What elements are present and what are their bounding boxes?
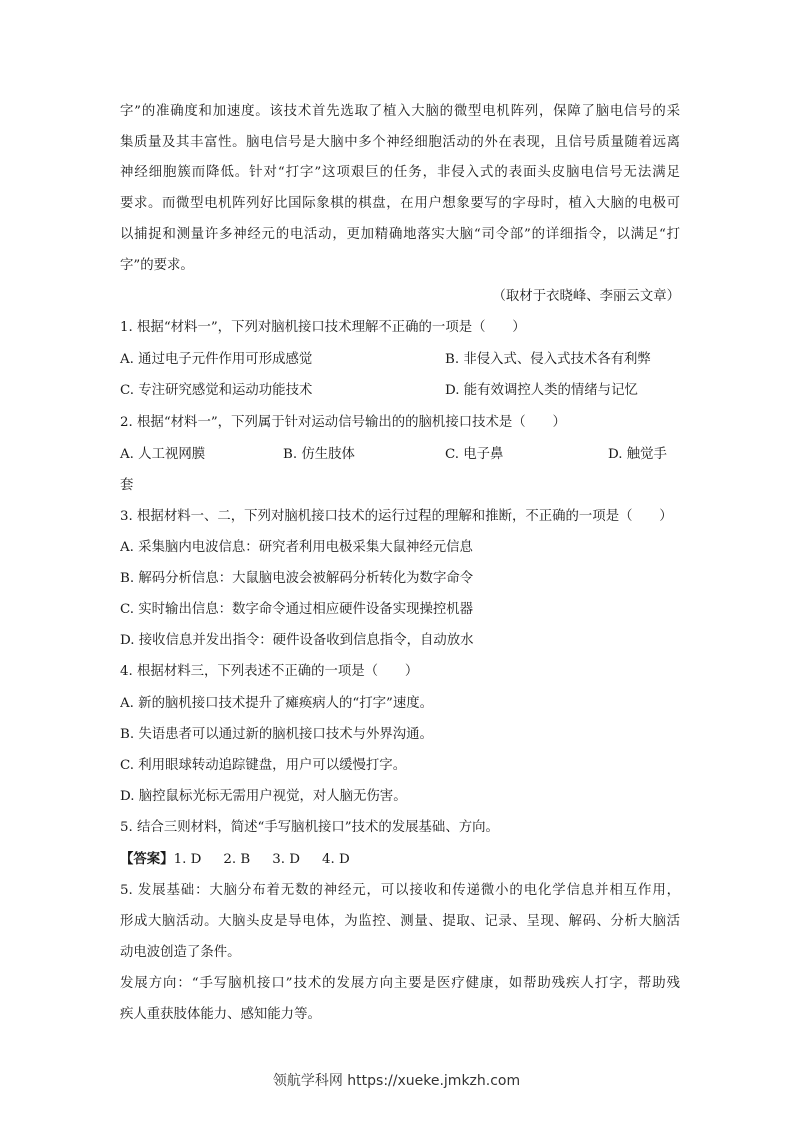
q3-option-a: A. 采集脑内电波信息：研究者利用电极采集大鼠神经元信息: [120, 540, 473, 555]
footer-watermark: 领航学科网 https://xueke.jmkzh.com: [272, 1073, 521, 1089]
q3-option-c: C. 实时输出信息：数字命令通过相应硬件设备实现操控机器: [120, 602, 474, 617]
emphasis-char: 确: [297, 664, 312, 679]
emphasis-char: 正: [538, 509, 553, 524]
q2-option-a: A. 人工视网膜: [120, 447, 206, 462]
passage-line: 神经细胞簇而降低。针对“打字”这项艰巨的任务，非侵入式的表面头皮脑电信号无法满足: [120, 165, 680, 180]
q2-option-d-wrap: 套: [120, 478, 134, 493]
q1-option-a: A. 通过电子元件作用可形成感觉: [120, 352, 313, 367]
question-5-stem: 5. 结合三则材料，简述“手写脑机接口”技术的发展基础、方向。: [120, 820, 499, 835]
q1-option-c: C. 专注研究感觉和运动功能技术: [120, 383, 313, 398]
q4-option-d: D. 脑控鼠标光标无需用户视觉，对人脑无伤害。: [120, 789, 407, 804]
question-1-stem: 1. 根据“材料一”，下列对脑机接口技术理解不正确的一项是（ ）: [120, 320, 526, 335]
q4-option-b: B. 失语患者可以通过新的脑机接口技术与外界沟通。: [120, 727, 433, 742]
q1-option-d: D. 能有效调控人类的情绪与记忆: [445, 383, 638, 398]
q3-option-d: D. 接收信息并发出指令：硬件设备收到信息指令，自动放水: [120, 633, 474, 648]
emphasis-char: 不: [525, 509, 539, 524]
answer-basis-line: 形成大脑活动。大脑头皮是导电体，为监控、测量、提取、记录、呈现、解码、分析大脑活: [120, 914, 680, 929]
answer-basis-line: 5. 发展基础：大脑分布着无数的神经元，可以接收和传递微小的电化学信息并相互作用，: [120, 883, 680, 898]
q4-option-a: A. 新的脑机接口技术提升了瘫痪病人的“打字”速度。: [120, 696, 434, 711]
question-2-stem: 2. 根据“材料一”，下列属于针对运动信号输出的的脑机接口技术是（ ）: [120, 415, 566, 430]
passage-line: 集质量及其丰富性。脑电信号是大脑中多个神经细胞活动的外在表现，且信号质量随着远离: [120, 135, 680, 150]
passage-line: 以捕捉和测量许多神经元的电活动，更加精确地落实大脑“司令部”的详细指令，以满足“打: [120, 227, 680, 242]
q2-option-c: C. 电子鼻: [445, 447, 504, 462]
passage-line: 字”的准确度和加速度。该技术首先选取了植入大脑的微型电机阵列，保障了脑电信号的采: [120, 104, 680, 119]
source-citation: （取材于衣晓峰、李丽云文章）: [492, 289, 680, 304]
q2-option-d: D. 触觉手: [608, 447, 667, 462]
emphasis-char: 不: [270, 664, 285, 679]
answer-key: 【答案】1. D 2. B 3. D 4. D: [120, 851, 350, 867]
answer-basis-line: 动电波创造了条件。: [120, 945, 241, 960]
question-3-stem: 3. 根据材料一、二，下列对脑机接口技术的运行过程的理解和推断，不正确的一项是（ ）: [120, 509, 673, 524]
emphasis-char: 不: [378, 320, 392, 335]
passage-line: 字”的要求。: [120, 258, 194, 273]
q2-option-b: B. 仿生肢体: [283, 447, 355, 462]
q3-option-b: B. 解码分析信息：大鼠脑电波会被解码分析转化为数字命令: [120, 571, 474, 586]
q4-option-c: C. 利用眼球转动追踪键盘，用户可以缓慢打字。: [120, 758, 407, 773]
answer-direction-line: 发展方向：“手写脑机接口”技术的发展方向主要是医疗健康，如帮助残疾人打字，帮助残: [120, 976, 680, 991]
passage-line: 要求。而微型电机阵列好比国际象棋的棋盘，在用户想象要写的字母时，植入大脑的电极可: [120, 196, 680, 211]
answer-direction-line: 疾人重获肢体能力、感知能力等。: [120, 1007, 321, 1022]
emphasis-char: 正: [391, 320, 406, 335]
q1-option-b: B. 非侵入式、侵入式技术各有利弊: [445, 352, 651, 367]
emphasis-char: 正: [284, 664, 298, 679]
question-4-stem: 4. 根据材料三，下列表述不正确的一项是（ ）: [120, 664, 419, 679]
answer-label: 【答案】: [120, 851, 174, 867]
